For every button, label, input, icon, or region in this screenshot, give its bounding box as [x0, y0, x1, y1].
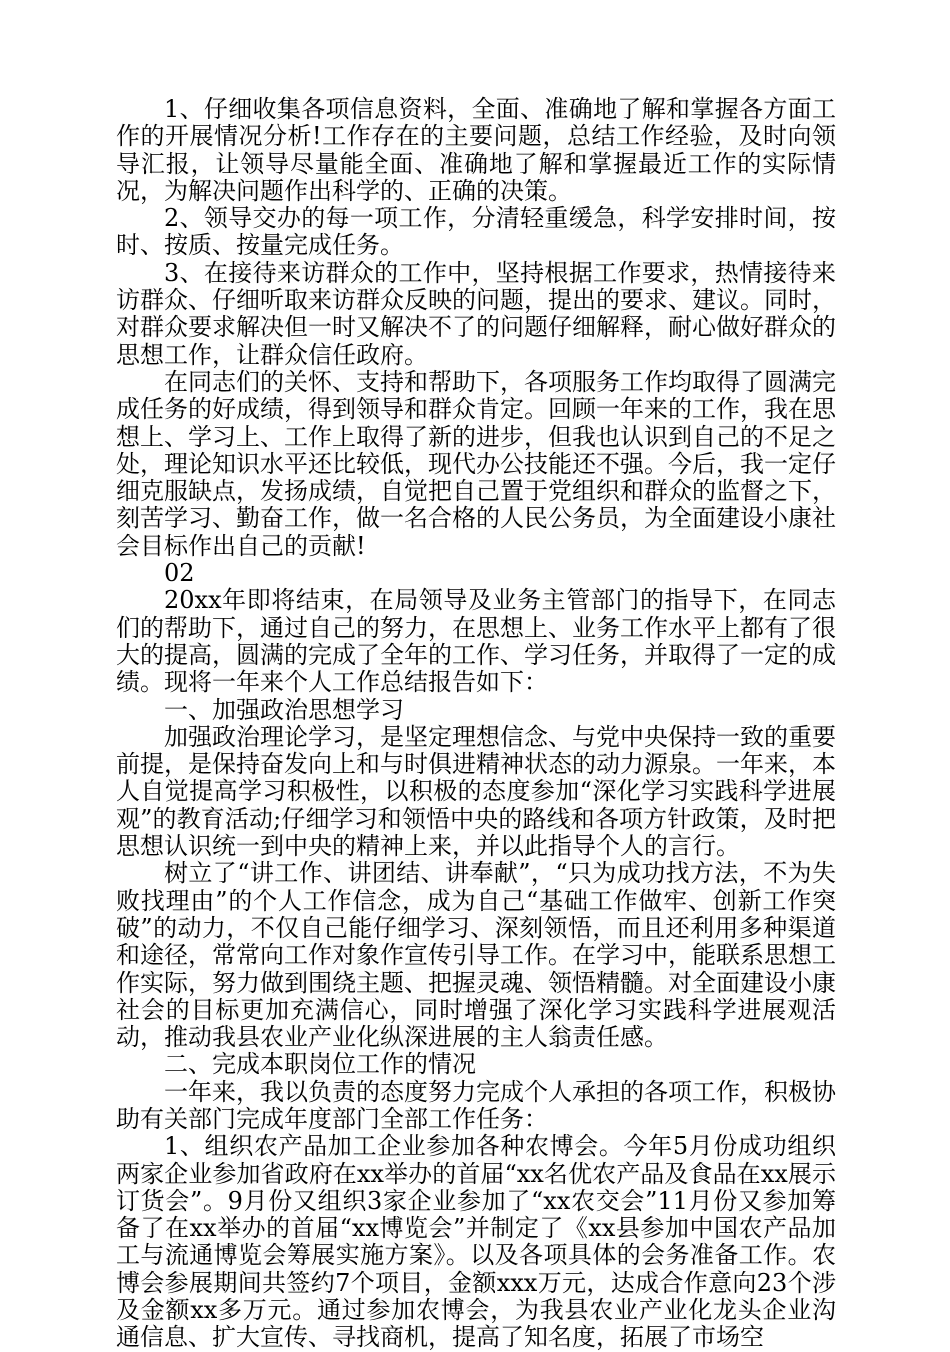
section-heading-2: 二、完成本职岗位工作的情况: [164, 1050, 476, 1079]
paragraph-item-2: 2、领导交办的每一项工作，分清轻重缓急，科学安排时间，按时、按质、按量完成任务。: [116, 204, 836, 260]
paragraph-summary: 在同志们的关怀、支持和帮助下，各项服务工作均取得了圆满完成任务的好成绩，得到领导和群众肯定。回顾一年来的工作，我在思想上、学习上、工作上取得了新的进步，但我也认识到自己的不足之处，理论知识水平还比较低，现代办公技能还不强。今后，我一定仔细克服缺点，发扬成绩，自觉把自己置于党组织和群众的监督之下，刻苦学习、勤奋工作，做一名合格的人民公务员，为全面建设小康社会目标作出自己的贡献!: [116, 367, 836, 560]
document-body: [116, 96, 836, 1352]
section-heading-1: 一、加强政治思想学习: [164, 695, 404, 724]
section-number: 02: [164, 559, 195, 588]
paragraph-expo: 1、组织农产品加工企业参加各种农博会。今年5月份成功组织两家企业参加省政府在xx举办的首届“xx名优农产品及食品在xx展示订货会”。9月份又组织3家企业参加了“xx农交会”11月份又参加筹备了在xx举办的首届“xx博览会”并制定了《xx县参加中国农产品加工与流通博览会筹展实施方案》。以及各项具体的会务准备工作。农博会参展期间共签约7个项目，金额xxx万元，达成合作意向23个涉及金额xx多万元。通过参加农博会，为我县农业产业化龙头企业沟通信息、扩大宣传、寻找商机，提高了知名度，拓展了市场空: [116, 1132, 836, 1352]
paragraph-political-study: 加强政治理论学习，是坚定理想信念、与党中央保持一致的重要前提，是保持奋发向上和与时俱进精神状态的动力源泉。一年来，本人自觉提高学习积极性，以积极的态度参加“深化学习实践科学进展观”的教育活动;仔细学习和领悟中央的路线和各项方针政策，及时把思想认识统一到中央的精神上来，并以此指导个人的言行。: [116, 722, 836, 861]
paragraph-item-1: 1、仔细收集各项信息资料，全面、准确地了解和掌握各方面工作的开展情况分析!工作存在的主要问题，总结工作经验，及时向领导汇报，让领导尽量能全面、准确地了解和掌握最近工作的实际情况，为解决问题作出科学的、正确的决策。: [116, 95, 836, 205]
paragraph-duties: 一年来，我以负责的态度努力完成个人承担的各项工作，积极协助有关部门完成年度部门全部工作任务：: [116, 1077, 836, 1133]
paragraph-intro: 20xx年即将结束，在局领导及业务主管部门的指导下，在同志们的帮助下，通过自己的努力，在思想上、业务工作水平上都有了很大的提高，圆满的完成了全年的工作、学习任务，并取得了一定的成绩。现将一年来个人工作总结报告如下：: [116, 586, 836, 697]
paragraph-item-3: 3、在接待来访群众的工作中，坚持根据工作要求，热情接待来访群众、仔细听取来访群众反映的问题，提出的要求、建议。同时，对群众要求解决但一时又解决不了的问题仔细解释，耐心做好群众的思想工作，让群众信任政府。: [116, 258, 836, 369]
paragraph-work-beliefs: 树立了“讲工作、讲团结、讲奉献”，“只为成功找方法，不为失败找理由”的个人工作信念，成为自己“基础工作做牢、创新工作突破”的动力，不仅自己能仔细学习、深刻领悟，而且还利用多种渠道和途径，常常向工作对象作宣传引导工作。在学习中，能联系思想工作实际，努力做到围绕主题、把握灵魂、领悟精髓。对全面建设小康社会的目标更加充满信心，同时增强了深化学习实践科学进展观活动，推动我县农业产业化纵深进展的主人翁责任感。: [116, 859, 836, 1052]
